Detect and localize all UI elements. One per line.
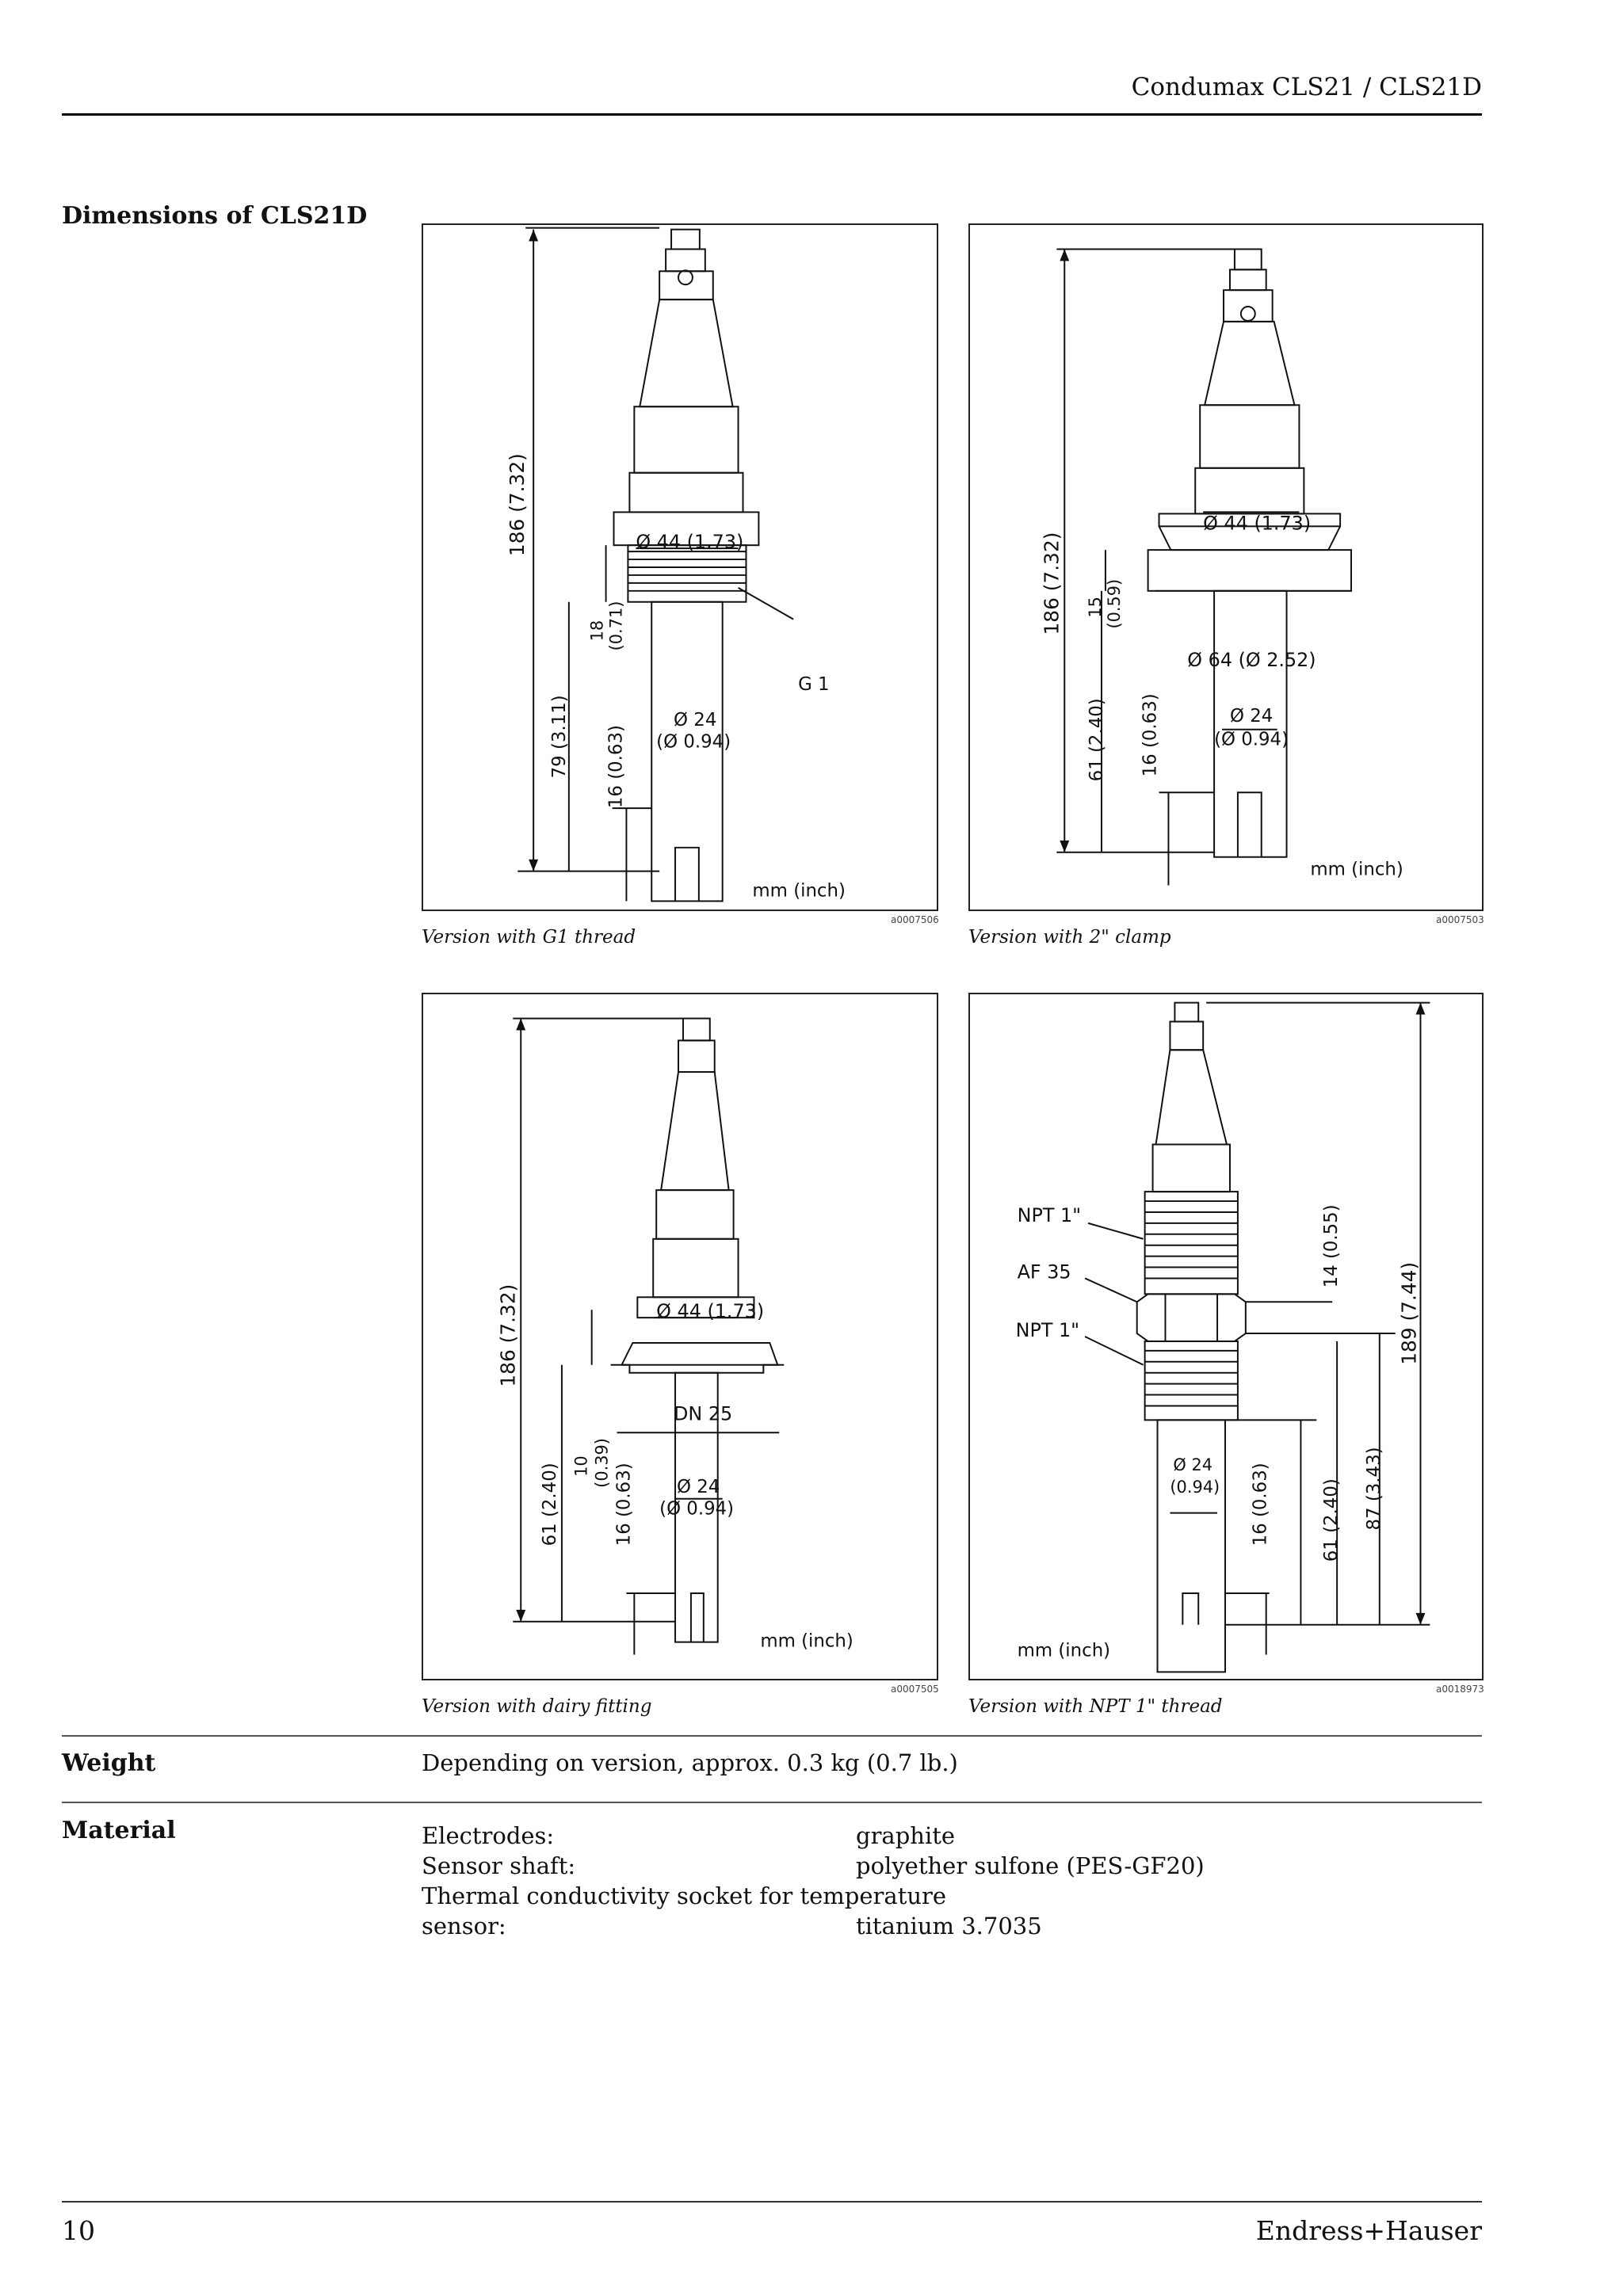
npt-bottom-label: NPT 1" [1015, 1319, 1080, 1341]
page-number: 10 [62, 2215, 95, 2246]
dimensions-label: Dimensions of CLS21D [62, 202, 368, 230]
dim-dia44-label: Ø 44 (1.73) [1203, 512, 1312, 535]
figure-caption: Version with dairy fitting [422, 1696, 652, 1717]
dim-dia64-label: Ø 64 (Ø 2.52) [1187, 649, 1316, 672]
dim-h14-label: 14 (0.55) [1321, 1204, 1342, 1288]
af-label: AF 35 [1017, 1261, 1071, 1283]
weight-text: Depending on version, approx. 0.3 kg (0.7 lb.) [422, 1749, 958, 1776]
unit-label: mm (inch) [1017, 1640, 1111, 1661]
figure-caption: Version with G1 thread [422, 927, 636, 948]
npt-top-label: NPT 1" [1017, 1203, 1082, 1226]
dim-h10-label: 10 [571, 1455, 591, 1477]
figure-code: a0007505 [891, 1684, 939, 1695]
unit-label: mm (inch) [760, 1630, 854, 1652]
material-value: graphite [856, 1822, 956, 1849]
dim-dia24-label: Ø 24 [674, 709, 717, 730]
figure-code: a0018973 [1436, 1684, 1484, 1695]
dim-dia24-label: Ø 24 [1173, 1455, 1213, 1474]
dim-dia24in-label: (Ø 0.94) [656, 731, 731, 753]
unit-label: mm (inch) [1310, 859, 1403, 880]
dim-total-label: 186 (7.32) [1040, 532, 1064, 635]
material-label: Material [62, 1817, 176, 1844]
figure-dairy [422, 993, 938, 1680]
dim-dia24in-label: (Ø 0.94) [1214, 729, 1289, 750]
section-rule [62, 1802, 1482, 1803]
dim-total-label: 189 (7.44) [1397, 1261, 1421, 1365]
thread-g1-label: G 1 [798, 674, 830, 696]
section-rule [62, 1735, 1482, 1737]
dim-dia24in-label: (Ø 0.94) [659, 1498, 735, 1520]
dim-h16-label: 16 (0.63) [605, 725, 627, 809]
weight-label: Weight [62, 1749, 156, 1777]
figure-caption: Version with NPT 1" thread [968, 1696, 1223, 1717]
dim-dia44-label: Ø 44 (1.73) [636, 531, 744, 554]
unit-label: mm (inch) [752, 880, 846, 902]
dim-h87-label: 87 (3.43) [1363, 1447, 1384, 1531]
material-name: Thermal conductivity socket for temperature [422, 1882, 947, 1909]
dim-h18in-label: (0.71) [606, 601, 626, 651]
figure-clamp [968, 223, 1484, 911]
material-name: Electrodes: [422, 1822, 555, 1849]
figure-npt [968, 993, 1484, 1680]
document-header-title: Condumax CLS21 / CLS21D [1131, 73, 1482, 101]
dim-h16-label: 16 (0.63) [1250, 1463, 1271, 1547]
drawing-npt [970, 994, 1482, 1679]
dim-h16-label: 16 (0.63) [1140, 693, 1161, 777]
figure-code: a0007506 [891, 914, 939, 925]
dim-h61-label: 61 (2.40) [1321, 1478, 1342, 1562]
material-name: Sensor shaft: [422, 1852, 576, 1879]
material-value: polyether sulfone (PES-GF20) [856, 1852, 1205, 1879]
drawing-dairy [423, 994, 937, 1679]
dim-h15in-label: (0.59) [1104, 578, 1124, 629]
dim-dia24-label: Ø 24 [1229, 705, 1274, 727]
drawing-g1-thread [423, 225, 937, 910]
dim-h18-label: 18 [587, 620, 607, 642]
header-rule [62, 113, 1482, 116]
dim-total-label: 186 (7.32) [506, 453, 529, 557]
brand-name: Endress+Hauser [1255, 2215, 1482, 2246]
dim-total-label: 186 (7.32) [496, 1283, 520, 1387]
dim-h15-label: 15 [1085, 597, 1105, 618]
dim-h10in-label: (0.39) [592, 1438, 612, 1488]
dim-h61-label: 61 (2.40) [539, 1463, 560, 1547]
dim-h79-label: 79 (3.11) [548, 695, 570, 779]
dim-dia24in-label: (0.94) [1170, 1477, 1220, 1497]
footer-rule [62, 2201, 1482, 2203]
figure-caption: Version with 2" clamp [968, 927, 1171, 948]
figure-code: a0007503 [1436, 914, 1484, 925]
dim-dia24-label: Ø 24 [677, 1476, 720, 1497]
material-value: titanium 3.7035 [856, 1913, 1042, 1939]
drawing-clamp [970, 225, 1482, 910]
dim-dia44-label: Ø 44 (1.73) [656, 1300, 765, 1323]
dim-dn-label: DN 25 [674, 1402, 733, 1425]
dim-h61-label: 61 (2.40) [1086, 698, 1107, 782]
dim-h16-label: 16 (0.63) [613, 1463, 635, 1547]
material-name: sensor: [422, 1913, 506, 1939]
figure-g1-thread [422, 223, 938, 911]
